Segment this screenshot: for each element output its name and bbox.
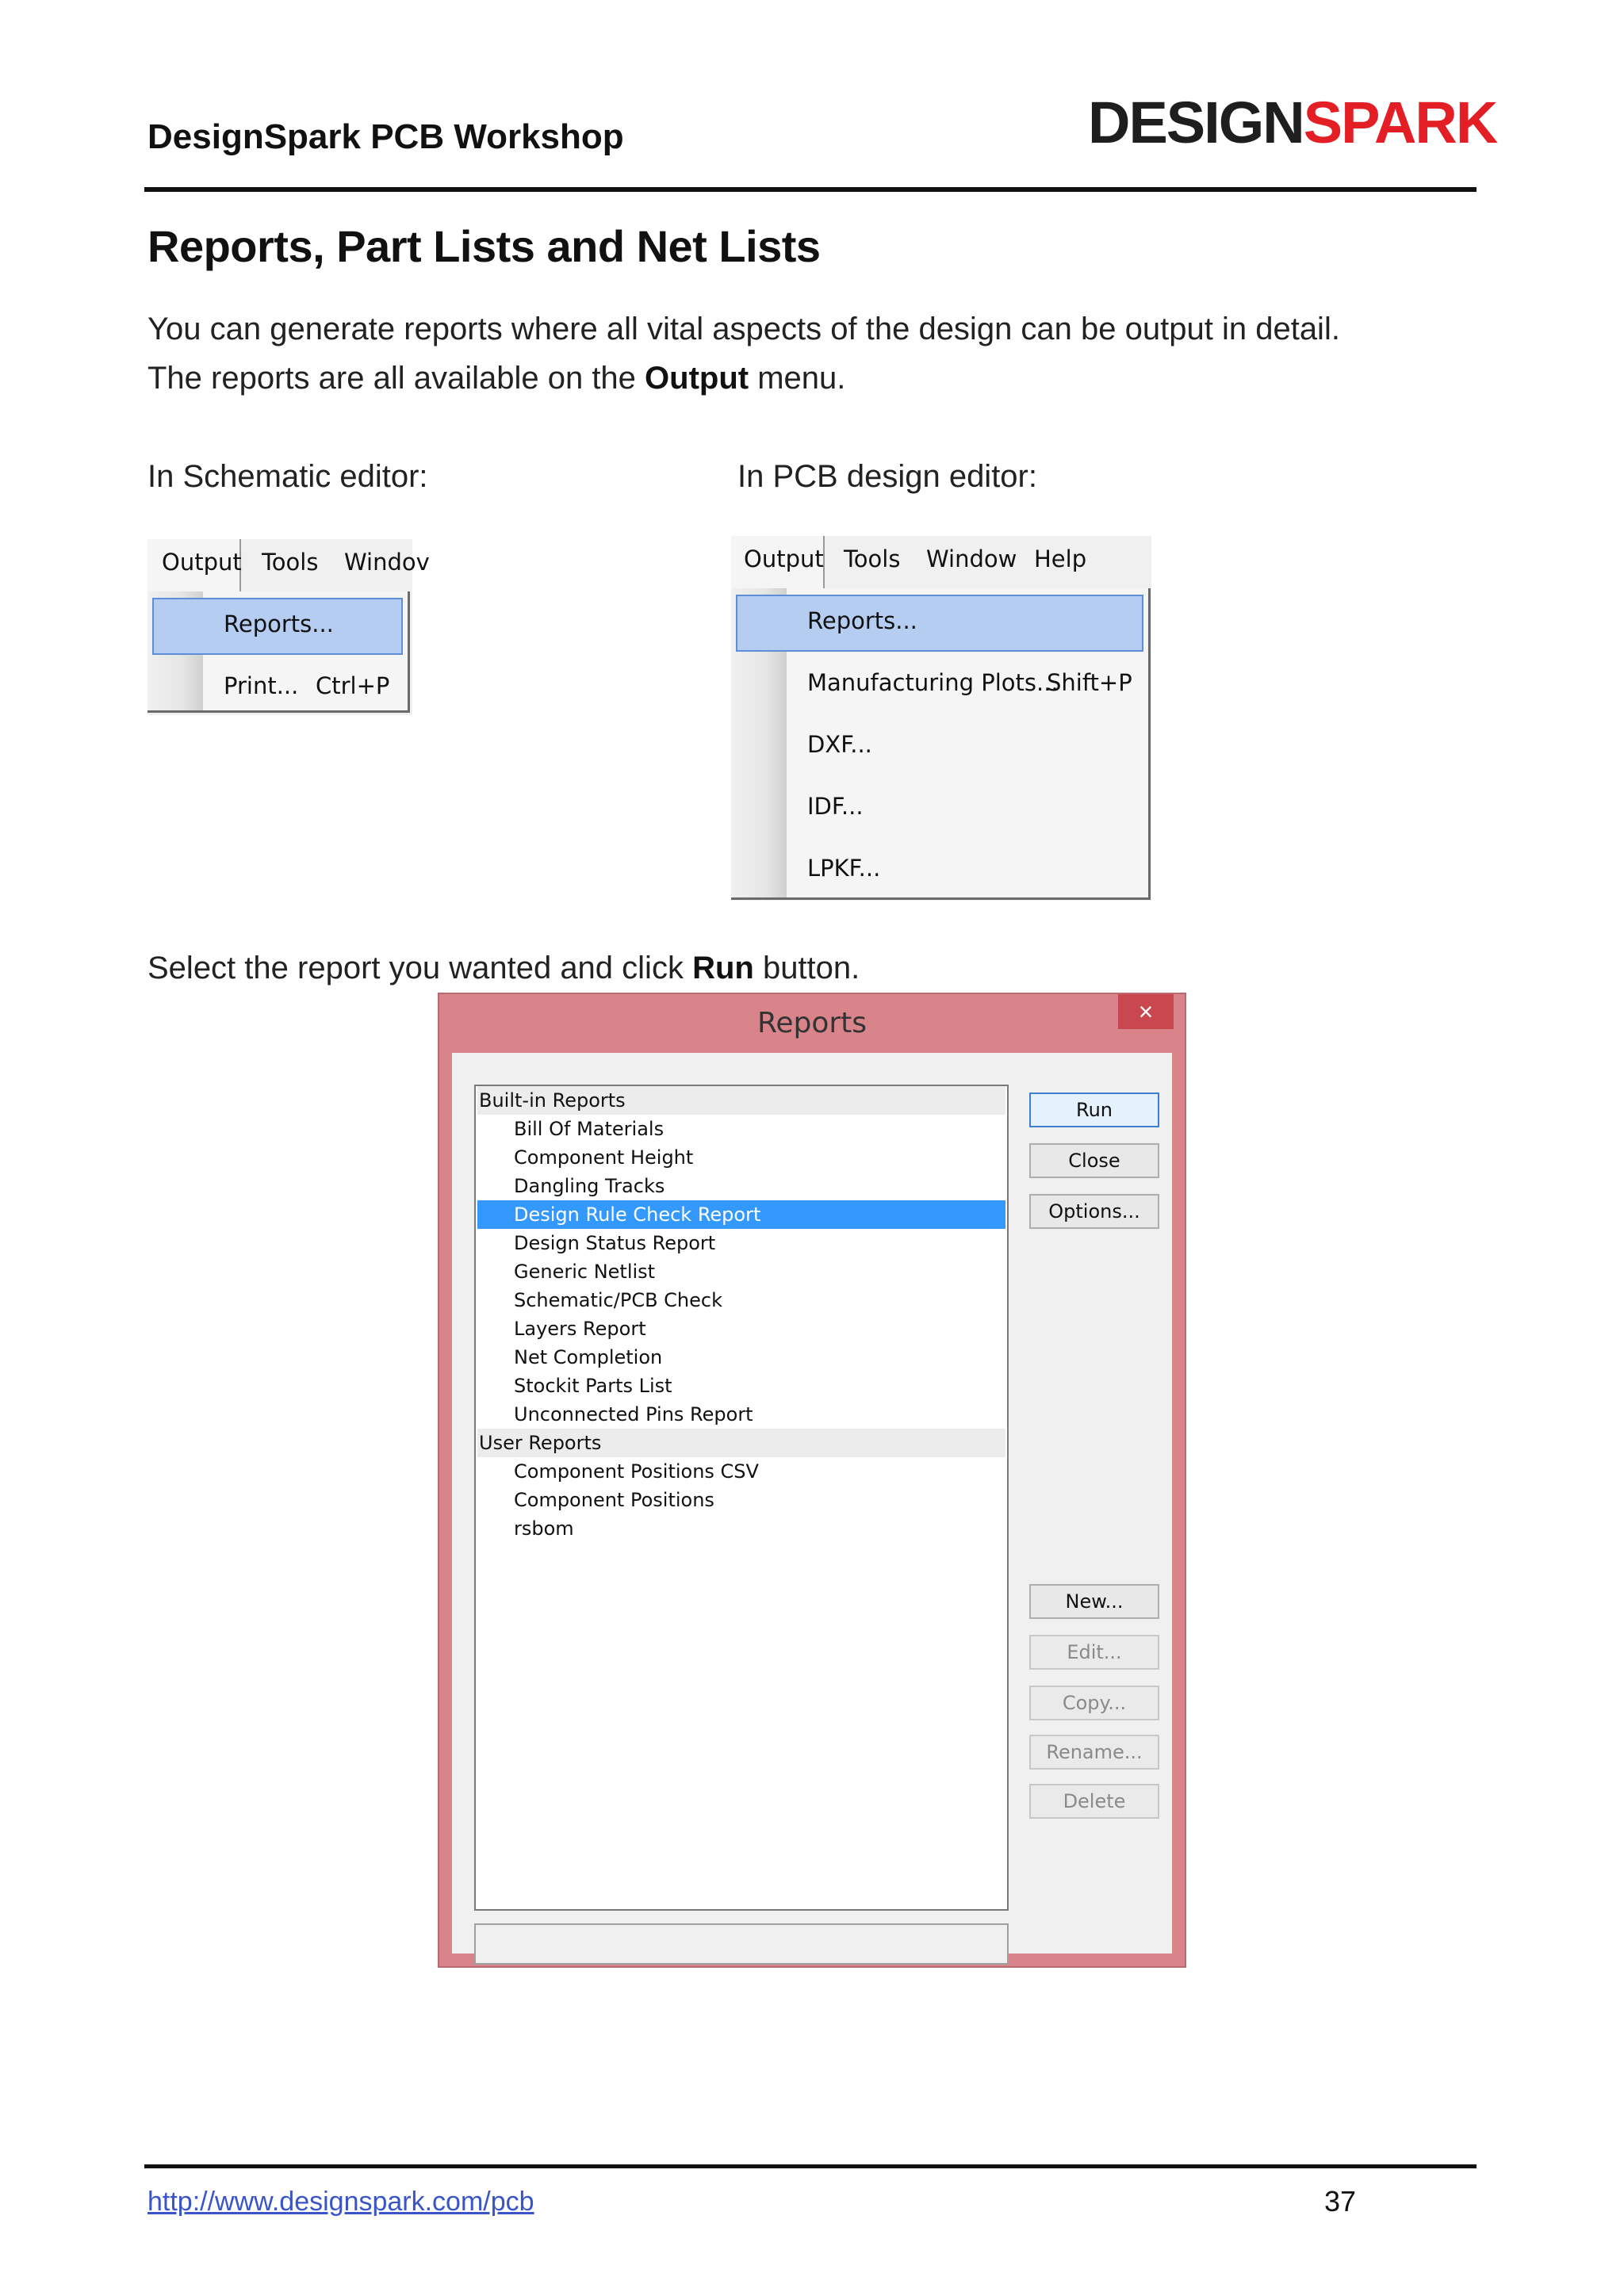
list-item[interactable]: Component Positions xyxy=(514,1489,714,1511)
pcb-dropdown xyxy=(731,588,1151,900)
list-item[interactable]: Schematic/PCB Check xyxy=(514,1289,723,1311)
list-item[interactable]: Design Status Report xyxy=(514,1232,716,1254)
manufacturing-plots-shortcut: Shift+P xyxy=(1047,669,1132,696)
menu-item-reports-highlight[interactable] xyxy=(736,595,1143,652)
menu-item-lpkf[interactable]: LPKF... xyxy=(807,855,881,882)
menu-item-idf[interactable]: IDF... xyxy=(807,793,864,820)
menu-item-print[interactable]: Print... xyxy=(224,672,299,699)
list-item[interactable]: Bill Of Materials xyxy=(514,1118,665,1140)
page-number: 37 xyxy=(1324,2185,1357,2218)
dialog-body xyxy=(452,1053,1172,1954)
new-button[interactable]: New... xyxy=(1029,1584,1159,1619)
menu-output[interactable]: Output xyxy=(744,545,824,572)
dialog-title: Reports xyxy=(756,1007,868,1039)
workshop-title: DesignSpark PCB Workshop xyxy=(147,117,624,156)
menu-tools[interactable]: Tools xyxy=(262,549,319,576)
status-box xyxy=(474,1923,1009,1965)
pcb-menubar xyxy=(731,536,1151,588)
menu-item-dxf[interactable]: DXF... xyxy=(807,731,872,758)
pcb-editor-label: In PCB design editor: xyxy=(737,459,1037,494)
footer-divider xyxy=(144,2164,1477,2168)
menu-item-reports[interactable]: Reports... xyxy=(807,607,917,634)
list-item-selected[interactable]: Design Rule Check Report xyxy=(477,1200,1005,1229)
list-item[interactable]: Component Height xyxy=(514,1146,694,1169)
copy-button[interactable]: Copy... xyxy=(1029,1686,1159,1720)
list-group-builtin[interactable]: Built-in Reports xyxy=(477,1086,1005,1115)
header-divider xyxy=(144,187,1477,192)
schematic-dropdown xyxy=(147,591,410,713)
schematic-editor-label: In Schematic editor: xyxy=(147,459,428,494)
menu-item-manufacturing-plots[interactable]: Manufacturing Plots... xyxy=(807,669,1059,696)
list-item[interactable]: Layers Report xyxy=(514,1318,646,1340)
menu-window[interactable]: Window xyxy=(926,545,1017,572)
list-item[interactable]: Stockit Parts List xyxy=(514,1375,672,1397)
pcb-output-menu xyxy=(731,536,1151,901)
schematic-output-menu xyxy=(147,539,430,715)
reports-list[interactable] xyxy=(474,1085,1009,1911)
rename-button[interactable]: Rename... xyxy=(1029,1735,1159,1770)
intro-paragraph: You can generate reports where all vital aspects of the design can be output in detail. The reports are all available on the Output menu. xyxy=(147,312,1340,396)
menu-output[interactable]: Output xyxy=(162,549,242,576)
print-shortcut: Ctrl+P xyxy=(316,672,390,699)
designspark-logo: DESIGNSPARK xyxy=(1088,90,1497,155)
page-title: Reports, Part Lists and Net Lists xyxy=(147,221,821,271)
menu-tools[interactable]: Tools xyxy=(844,545,901,572)
list-group-user[interactable]: User Reports xyxy=(477,1429,1005,1457)
reports-dialog xyxy=(438,993,1186,1968)
close-button[interactable]: Close xyxy=(1029,1143,1159,1178)
list-item[interactable]: Dangling Tracks xyxy=(514,1175,665,1197)
edit-button[interactable]: Edit... xyxy=(1029,1635,1159,1670)
menu-help[interactable]: Help xyxy=(1034,545,1087,572)
list-item[interactable]: Component Positions CSV xyxy=(514,1460,759,1483)
delete-button[interactable]: Delete xyxy=(1029,1784,1159,1819)
footer-link[interactable]: http://www.designspark.com/pcb xyxy=(147,2187,534,2217)
menu-item-reports[interactable]: Reports... xyxy=(224,610,334,637)
run-button[interactable]: Run xyxy=(1029,1093,1159,1127)
close-icon[interactable]: × xyxy=(1118,994,1174,1029)
list-item[interactable]: Unconnected Pins Report xyxy=(514,1403,753,1425)
select-report-instruction: Select the report you wanted and click Run button. xyxy=(147,951,860,985)
options-button[interactable]: Options... xyxy=(1029,1194,1159,1229)
list-item[interactable]: rsbom xyxy=(514,1517,574,1540)
schematic-menubar xyxy=(147,539,430,591)
list-item[interactable]: Generic Netlist xyxy=(514,1261,656,1283)
list-item[interactable]: Net Completion xyxy=(514,1346,663,1368)
menu-window[interactable]: Windov xyxy=(344,549,430,576)
